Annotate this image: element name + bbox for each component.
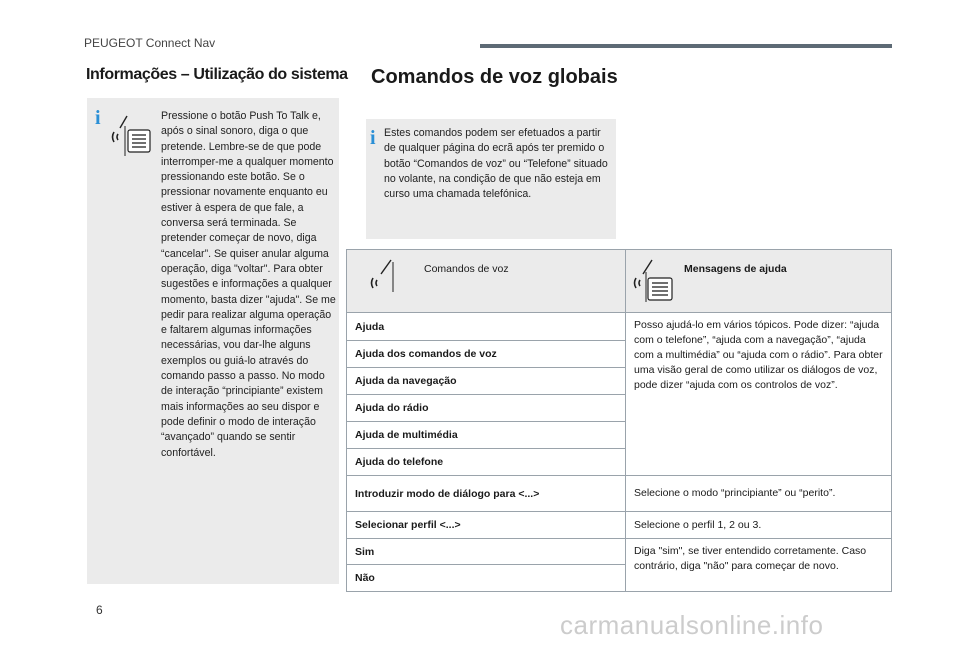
info-icon: i	[95, 107, 101, 129]
table-header-commands	[347, 250, 626, 313]
table-header-row	[347, 250, 892, 313]
table-row	[347, 512, 892, 539]
table-row	[347, 539, 892, 565]
command-cell: Ajuda do telefone	[347, 449, 626, 476]
page-number: 6	[96, 603, 103, 617]
command-cell: Não	[347, 565, 626, 592]
command-cell: Ajuda dos comandos de voz	[347, 341, 626, 368]
command-cell: Ajuda de multimédia	[347, 422, 626, 449]
command-cell: Ajuda do rádio	[347, 395, 626, 422]
command-cell: Ajuda da navegação	[347, 368, 626, 395]
system-usage-text: Pressione o botão Push To Talk e, após o sinal sonoro, diga o que pretende. Lembre-se de que pode interromper-me a qualquer momento pressionando este botão. Se o pressionar novamente enquanto eu estiver à espera de que fale, a conversa será terminada. Se pretender começar de novo, diga “cancelar”. Se quiser anular alguma operação, diga "voltar". Para obter sugestões e informações a qualquer momento, basta dizer "ajuda". Se me pedir para realizar alguma operação e faltarem algumas informações necessárias, vou dar-lhe alguns exemplos ou guiá-lo através do comando passo a passo. No modo de interação “principiante” existem mais informações ao seu dispor e pode definir o modo de interação “avançado” quando se sentir confortável.	[161, 110, 336, 459]
header-divider	[480, 44, 892, 48]
table-row	[347, 476, 892, 512]
help-cell: Selecione o perfil 1, 2 ou 3.	[626, 512, 892, 539]
info-icon: i	[370, 127, 376, 149]
help-cell: Selecione o modo “principiante” ou “perito”.	[626, 476, 892, 512]
left-section-title: Informações – Utilização do sistema	[86, 66, 348, 83]
voice-control-icon	[632, 256, 674, 305]
help-cell: Diga "sim", se tiver entendido corretamente. Caso contrário, diga "não" para começar de novo.	[626, 539, 892, 592]
command-cell: Introduzir modo de diálogo para <...>	[347, 476, 626, 512]
global-commands-note: Estes comandos podem ser efetuados a partir de qualquer página do ecrã após ter premido o botão “Comandos de voz” ou “Telefone” situado no volante, na condição de que não esteja em curso uma chamada telefónica.	[384, 127, 608, 201]
voice-commands-table	[346, 249, 892, 592]
watermark: carmanualsonline.info	[560, 610, 824, 640]
table-header-help	[626, 250, 892, 313]
right-section-title: Comandos de voz globais	[371, 66, 618, 88]
voice-icon	[369, 256, 409, 299]
table-row	[347, 313, 892, 341]
col-commands-label: Comandos de voz	[424, 263, 509, 275]
section-header: PEUGEOT Connect Nav	[84, 36, 216, 50]
command-cell: Selecionar perfil <...>	[347, 512, 626, 539]
col-help-label: Mensagens de ajuda	[684, 263, 787, 275]
help-cell: Posso ajudá-lo em vários tópicos. Pode dizer: “ajuda com o telefone”, “ajuda com a navegação”, “ajuda com a multimédia” ou “ajuda com o rádio”. Para obter uma visão geral de como utilizar os diálogos de voz, pode dizer “ajuda com os controlos de voz”.	[626, 313, 892, 476]
command-cell: Sim	[347, 539, 626, 565]
command-cell: Ajuda	[347, 313, 626, 341]
voice-control-icon	[110, 112, 154, 161]
